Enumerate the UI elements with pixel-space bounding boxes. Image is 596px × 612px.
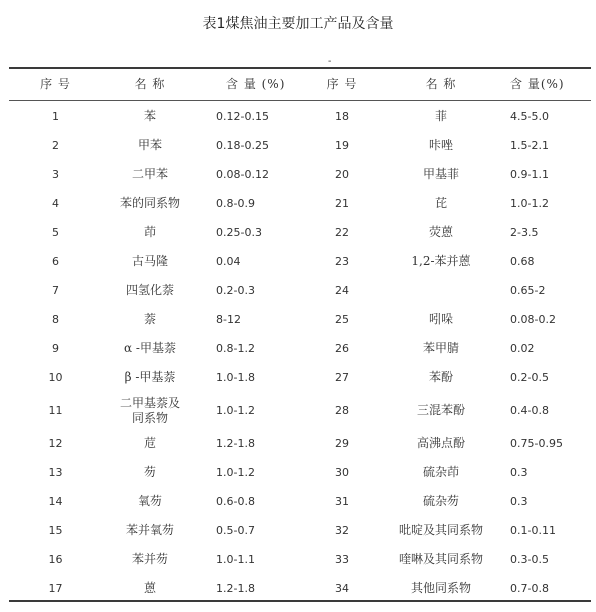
content-value: 0.3 <box>510 466 528 479</box>
content-value: 0.8-0.9 <box>216 197 255 210</box>
content-value: 1.2-1.8 <box>216 437 255 450</box>
product-name: 苯酚 <box>428 370 453 384</box>
content-value: 1.0-1.8 <box>216 371 255 384</box>
product-name <box>380 276 502 305</box>
content-value: 0.5-0.7 <box>216 524 255 537</box>
product-name: 萘 <box>143 312 156 326</box>
row-number: 33 <box>335 553 349 566</box>
row-number: 12 <box>48 437 63 450</box>
content-value: 2-3.5 <box>510 226 539 239</box>
content-value: 0.04 <box>216 255 241 268</box>
product-name: 蒽 <box>143 581 156 595</box>
table-row <box>9 574 591 603</box>
product-name: 其他同系物 <box>410 581 471 595</box>
content-value: 0.9-1.1 <box>510 168 549 181</box>
product-name: 甲基菲 <box>422 167 459 181</box>
table-row <box>9 160 591 189</box>
product-name: 菲 <box>434 108 447 123</box>
product-name: β -甲基萘 <box>124 370 176 384</box>
row-number: 4 <box>52 197 59 210</box>
product-name: 苯甲腈 <box>422 341 459 355</box>
row-number: 19 <box>335 139 349 152</box>
row-number: 9 <box>52 342 59 355</box>
product-name: 苯 <box>143 108 156 123</box>
row-number: 16 <box>48 553 63 566</box>
row-number: 30 <box>335 466 349 479</box>
table-row <box>9 131 591 160</box>
header-seq-2: 序 号 <box>326 77 358 91</box>
product-name: 苯并氧芴 <box>125 523 174 537</box>
row-number: 21 <box>335 197 349 210</box>
product-name: 吡啶及其同系物 <box>398 523 483 537</box>
product-name: 茚 <box>143 225 156 239</box>
table-row <box>9 305 591 334</box>
row-number: 5 <box>52 226 59 239</box>
table-row <box>9 429 591 458</box>
product-name: α -甲基萘 <box>124 341 176 355</box>
content-value: 0.08-0.2 <box>510 313 556 326</box>
row-number: 11 <box>48 404 63 417</box>
content-value: 0.18-0.25 <box>216 139 269 152</box>
product-name: 吲哚 <box>428 312 453 326</box>
row-number: 3 <box>52 168 59 181</box>
row-number: 10 <box>48 371 63 384</box>
row-number: 26 <box>335 342 349 355</box>
content-value: 0.02 <box>510 342 535 355</box>
stray-mark: - <box>328 56 332 67</box>
table-title: 表1煤焦油主要加工产品及含量 <box>202 16 394 32</box>
row-number: 8 <box>52 313 59 326</box>
product-name: 苯的同系物 <box>119 196 180 210</box>
content-value: 0.65-2 <box>510 284 546 297</box>
content-value: 0.75-0.95 <box>510 437 563 450</box>
product-name: 苯并芴 <box>131 552 168 566</box>
product-name: 1,2-苯并蒽 <box>411 254 471 268</box>
row-number: 14 <box>48 495 63 508</box>
content-value: 0.7-0.8 <box>510 582 549 595</box>
table-row <box>9 247 591 276</box>
product-name: 硫杂芴 <box>422 494 459 508</box>
table-top-rule <box>9 67 591 69</box>
content-value: 1.2-1.8 <box>216 582 255 595</box>
header-content: 含 量 (%) <box>226 77 286 91</box>
product-name: 高沸点酚 <box>416 436 465 450</box>
row-number: 7 <box>52 284 59 297</box>
content-value: 0.4-0.8 <box>510 404 549 417</box>
row-number: 13 <box>48 466 63 479</box>
product-name: 咔唑 <box>428 138 453 152</box>
row-number: 18 <box>335 109 349 123</box>
product-name: 硫杂茚 <box>422 465 459 479</box>
product-name: 甲苯 <box>137 138 162 152</box>
row-number: 2 <box>52 139 59 152</box>
table-row <box>9 99 591 131</box>
product-name: 二甲基萘及同系物 <box>119 395 180 425</box>
content-value: 0.2-0.3 <box>216 284 255 297</box>
content-value: 1.0-1.2 <box>216 404 255 417</box>
product-name: 三混苯酚 <box>416 403 465 417</box>
table-row <box>9 363 591 392</box>
product-name: 二甲苯 <box>131 167 168 181</box>
header-content-2: 含 量(%) <box>510 77 565 91</box>
content-value: 1.0-1.2 <box>510 197 549 210</box>
header-row <box>9 70 591 99</box>
header-name: 名 称 <box>134 77 166 91</box>
row-number: 22 <box>335 226 349 239</box>
content-value: 4.5-5.0 <box>510 109 549 123</box>
row-number: 17 <box>48 582 63 595</box>
table-row <box>9 392 591 429</box>
table-row <box>9 189 591 218</box>
content-value: 0.2-0.5 <box>510 371 549 384</box>
content-value: 0.3 <box>510 495 528 508</box>
content-value: 0.25-0.3 <box>216 226 262 239</box>
row-number: 32 <box>335 524 349 537</box>
product-name: 荧蒽 <box>428 225 453 239</box>
table-row <box>9 516 591 545</box>
product-name: 氧芴 <box>137 494 162 508</box>
product-name: 古马隆 <box>131 254 168 268</box>
header-seq: 序 号 <box>40 77 71 91</box>
row-number: 25 <box>335 313 349 326</box>
row-number: 31 <box>335 495 349 508</box>
product-name: 芘 <box>434 196 447 210</box>
table-row <box>9 218 591 247</box>
row-number: 29 <box>335 437 349 450</box>
row-number: 15 <box>48 524 63 537</box>
row-number: 27 <box>335 371 349 384</box>
product-name: 苊 <box>143 436 156 450</box>
content-value: 0.1-0.11 <box>510 524 556 537</box>
table-row <box>9 458 591 487</box>
product-name: 四氢化萘 <box>125 283 174 297</box>
products-table <box>9 70 591 603</box>
content-value: 8-12 <box>216 313 241 326</box>
content-value: 1.5-2.1 <box>510 139 549 152</box>
row-number: 1 <box>52 109 59 123</box>
row-number: 6 <box>52 255 59 268</box>
product-name: 芴 <box>143 465 156 479</box>
content-value: 0.08-0.12 <box>216 168 269 181</box>
content-value: 0.6-0.8 <box>216 495 255 508</box>
row-number: 20 <box>335 168 349 181</box>
content-value: 0.68 <box>510 255 535 268</box>
row-number: 23 <box>335 255 349 268</box>
content-value: 1.0-1.1 <box>216 553 255 566</box>
content-value: 1.0-1.2 <box>216 466 255 479</box>
row-number: 34 <box>335 582 349 595</box>
table-row <box>9 276 591 305</box>
product-name: 喹啉及其同系物 <box>398 552 483 566</box>
table-row <box>9 334 591 363</box>
row-number: 28 <box>335 404 349 417</box>
row-number: 24 <box>335 284 349 297</box>
content-value: 0.3-0.5 <box>510 553 549 566</box>
table-row <box>9 487 591 516</box>
table-row <box>9 545 591 574</box>
content-value: 0.8-1.2 <box>216 342 255 355</box>
header-name-2: 名 称 <box>425 77 457 91</box>
content-value: 0.12-0.15 <box>216 109 269 123</box>
